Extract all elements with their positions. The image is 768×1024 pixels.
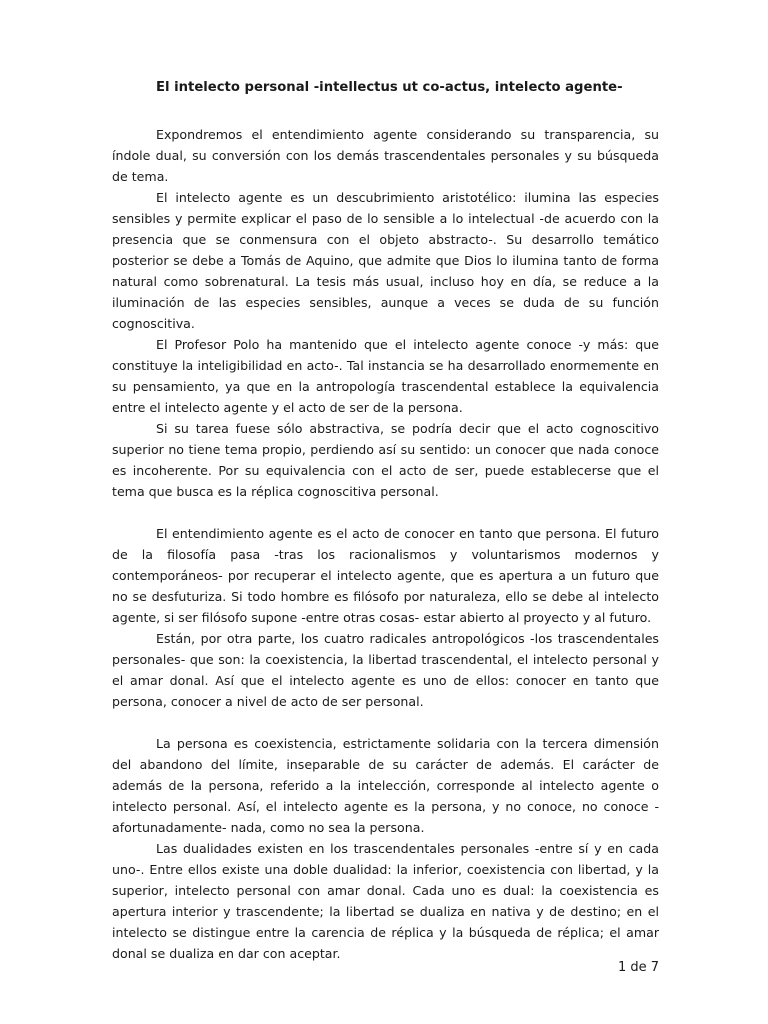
paragraph: Expondremos el entendimiento agente considerando su transparencia, su índole dual, su conversión con los demás trascendentales personales y su búsqueda de tema. [112,127,659,184]
paragraph: Están, por otra parte, los cuatro radicales antropológicos -los trascendentales personales- que son: la coexistencia, la libertad trascendental, el intelecto personal y el amar donal. Así que el intelecto agente es uno de ellos: conocer en tanto que persona, conocer a nivel de acto de ser personal. [112,631,659,709]
page-number: 1 de 7 [618,960,660,975]
paragraph: La persona es coexistencia, estrictamente solidaria con la tercera dimensión del abandono del límite, inseparable de su carácter de además. El carácter de además de la persona, referido a la intelección, corresponde al intelecto agente o intelecto personal. Así, el intelecto agente es la persona, y no conoce, no conoce -afortunadamente- nada, como no sea la persona. [112,736,659,835]
paragraph: Las dualidades existen en los trascendentales personales -entre sí y en cada uno-. Entre ellos existe una doble dualidad: la inferior, coexistencia con libertad, y la superior, intelecto personal con amar donal. Cada uno es dual: la coexistencia es apertura interior y trascendente; la libertad se dualiza en nativa y de destino; en el intelecto se distingue entre la carencia de réplica y la búsqueda de réplica; el amar donal se dualiza en dar con aceptar. [112,841,659,961]
document-title: El intelecto personal -intellectus ut co-actus, intelecto agente- [156,80,623,95]
document-body [112,124,659,964]
paragraph: El intelecto agente es un descubrimiento aristotélico: ilumina las especies sensibles y permite explicar el paso de lo sensible a lo intelectual -de acuerdo con la presencia que se conmensura con el objeto abstracto-. Su desarrollo temático posterior se debe a Tomás de Aquino, que admite que Dios lo ilumina tanto de forma natural como sobrenatural. La tesis más usual, incluso hoy en día, se reduce a la iluminación de las especies sensibles, aunque a veces se duda de su función cognoscitiva. [112,190,659,331]
paragraph: El entendimiento agente es el acto de conocer en tanto que persona. El futuro de la filosofía pasa -tras los racionalismos y voluntarismos modernos y contemporáneos- por recuperar el intelecto agente, que es apertura a un futuro que no se desfuturiza. Si todo hombre es filósofo por naturaleza, ello se debe al intelecto agente, si ser filósofo supone -entre otras cosas- estar abierto al proyecto y al futuro. [112,526,659,625]
paragraph: Si su tarea fuese sólo abstractiva, se podría decir que el acto cognoscitivo superior no tiene tema propio, perdiendo así su sentido: un conocer que nada conoce es incoherente. Por su equivalencia con el acto de ser, puede establecerse que el tema que busca es la réplica cognoscitiva personal. [112,421,659,499]
paragraph: El Profesor Polo ha mantenido que el intelecto agente conoce -y más: que constituye la inteligibilidad en acto-. Tal instancia se ha desarrollado enormemente en su pensamiento, ya que en la antropología trascendental establece la equivalencia entre el intelecto agente y el acto de ser de la persona. [112,337,659,415]
